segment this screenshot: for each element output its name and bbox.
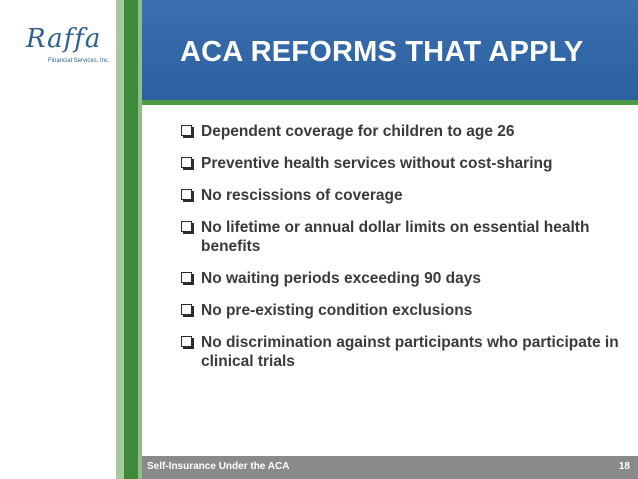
bullet-text: No pre-existing condition exclusions (201, 302, 473, 319)
green-stripe-dark (124, 0, 138, 479)
bullet-item (181, 186, 621, 205)
bullet-item (181, 218, 621, 256)
bullet-text: No discrimination against participants who participate in clinical trials (201, 334, 619, 370)
footer-bar (142, 456, 638, 479)
checkbox-icon (181, 221, 192, 232)
logo-subtitle: Financial Services, Inc. (48, 58, 110, 64)
bullet-item (181, 301, 621, 320)
bullet-text: No waiting periods exceeding 90 days (201, 270, 481, 287)
bullet-list (181, 122, 621, 384)
bullet-text: Dependent coverage for children to age 26 (201, 123, 515, 140)
bullet-text: No lifetime or annual dollar limits on essential health benefits (201, 219, 590, 255)
title-bar-underline (142, 100, 638, 105)
footer-title: Self-Insurance Under the ACA (147, 461, 290, 472)
checkbox-icon (181, 189, 192, 200)
bullet-text: No rescissions of coverage (201, 187, 403, 204)
bullet-item (181, 333, 621, 371)
bullet-text: Preventive health services without cost-sharing (201, 155, 553, 172)
checkbox-icon (181, 336, 192, 347)
green-stripe-light (116, 0, 124, 479)
bullet-item (181, 122, 621, 141)
bullet-item (181, 269, 621, 288)
checkbox-icon (181, 272, 192, 283)
company-logo (12, 22, 108, 72)
logo-name: Raffa (26, 24, 102, 54)
bullet-item (181, 154, 621, 173)
checkbox-icon (181, 157, 192, 168)
checkbox-icon (181, 304, 192, 315)
page-number: 18 (618, 461, 630, 472)
slide-title: ACA REFORMS THAT APPLY (180, 36, 584, 68)
checkbox-icon (181, 125, 192, 136)
